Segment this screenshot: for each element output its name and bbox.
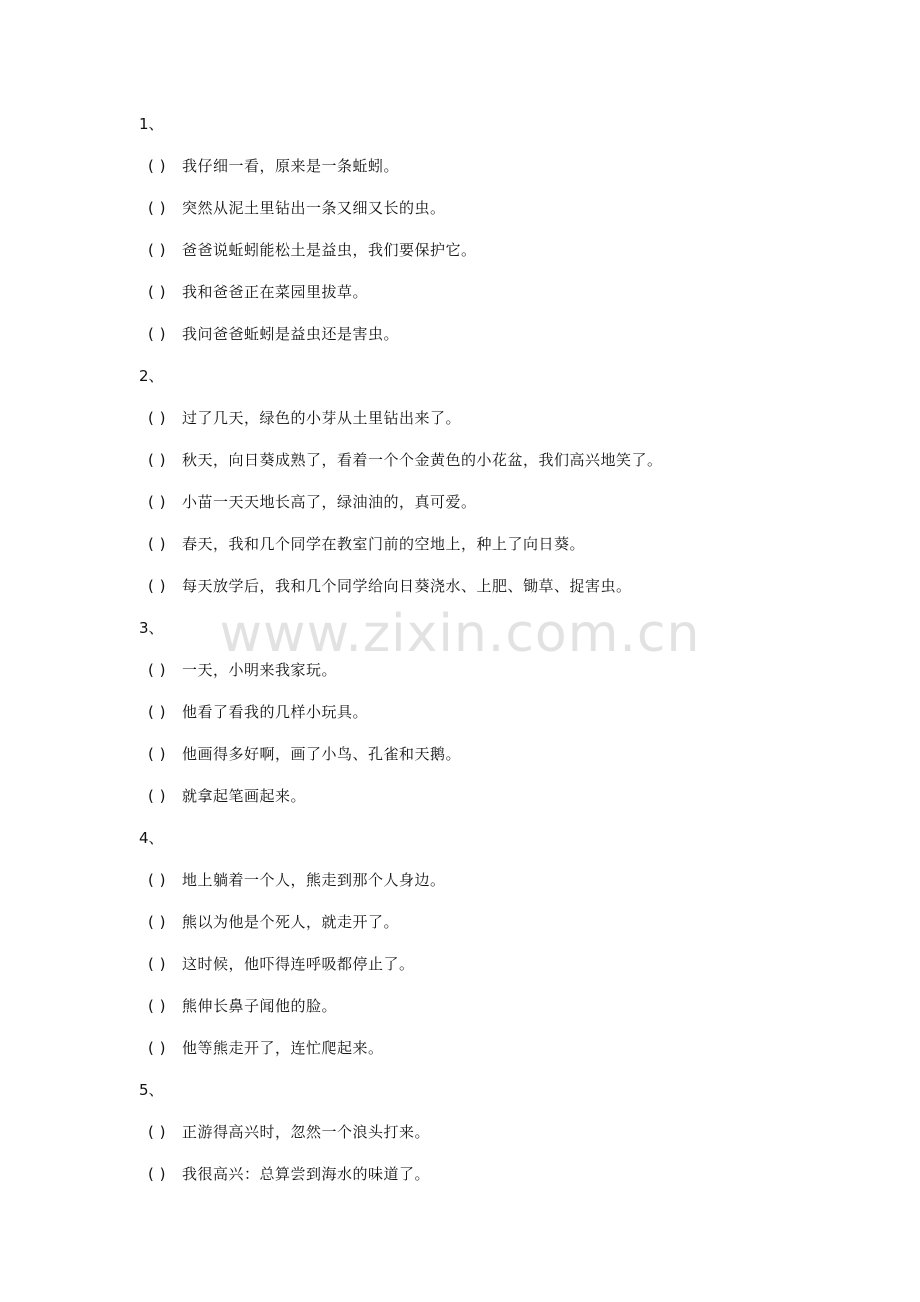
- answer-bracket[interactable]: ( ): [148, 1123, 166, 1141]
- sentence-item: [139, 488, 859, 530]
- answer-bracket[interactable]: ( ): [148, 913, 166, 931]
- answer-bracket[interactable]: ( ): [148, 997, 166, 1015]
- sentence-text: 熊以为他是个死人，就走开了。: [182, 913, 400, 931]
- answer-bracket[interactable]: ( ): [148, 409, 166, 427]
- sentence-item: [139, 446, 859, 488]
- sentence-item: [139, 1118, 859, 1160]
- answer-bracket[interactable]: ( ): [148, 157, 166, 175]
- sentence-text: 他等熊走开了，连忙爬起来。: [182, 1039, 384, 1057]
- sentence-text: 这时候，他吓得连呼吸都停止了。: [182, 955, 415, 973]
- sentence-text: 他画得多好啊，画了小鸟、孔雀和天鹅。: [182, 745, 462, 763]
- answer-bracket[interactable]: ( ): [148, 703, 166, 721]
- sentence-text: 地上躺着一个人，熊走到那个人身边。: [182, 871, 446, 889]
- sentence-text: 熊伸长鼻子闻他的脸。: [182, 997, 338, 1015]
- answer-bracket[interactable]: ( ): [148, 577, 166, 595]
- sentence-item: [139, 740, 859, 782]
- sentence-text: 我问爸爸蚯蚓是益虫还是害虫。: [182, 325, 400, 343]
- answer-bracket[interactable]: ( ): [148, 241, 166, 259]
- sentence-item: [139, 908, 859, 950]
- sentence-text: 一天，小明来我家玩。: [182, 661, 338, 679]
- answer-bracket[interactable]: ( ): [148, 787, 166, 805]
- sentence-text: 我和爸爸正在菜园里拔草。: [182, 283, 369, 301]
- sentence-item: [139, 866, 859, 908]
- sentence-item: [139, 320, 859, 362]
- sentence-text: 春天，我和几个同学在教室门前的空地上，种上了向日葵。: [182, 535, 586, 553]
- sentence-text: 小苗一天天地长高了，绿油油的，真可爱。: [182, 493, 477, 511]
- sentence-text: 正游得高兴时，忽然一个浪头打来。: [182, 1123, 431, 1141]
- answer-bracket[interactable]: ( ): [148, 745, 166, 763]
- answer-bracket[interactable]: ( ): [148, 955, 166, 973]
- group-number: 5、: [139, 1081, 164, 1099]
- sentence-item: [139, 698, 859, 740]
- sentence-item: [139, 278, 859, 320]
- answer-bracket[interactable]: ( ): [148, 283, 166, 301]
- sentence-text: 他看了看我的几样小玩具。: [182, 703, 369, 721]
- sentence-item: [139, 152, 859, 194]
- group-number: 1、: [139, 115, 164, 133]
- sentence-item: [139, 950, 859, 992]
- sentence-text: 爸爸说蚯蚓能松土是益虫，我们要保护它。: [182, 241, 477, 259]
- group-number: 3、: [139, 619, 164, 637]
- sentence-item: [139, 1034, 859, 1076]
- sentence-text: 我很高兴：总算尝到海水的味道了。: [182, 1165, 431, 1183]
- group-number: 2、: [139, 367, 164, 385]
- answer-bracket[interactable]: ( ): [148, 871, 166, 889]
- sentence-item: [139, 530, 859, 572]
- watermark: www.zixin.com.cn: [219, 604, 701, 664]
- sentence-item: [139, 404, 859, 446]
- answer-bracket[interactable]: ( ): [148, 535, 166, 553]
- sentence-item: [139, 1160, 859, 1202]
- sentence-text: 突然从泥土里钻出一条又细又长的虫。: [182, 199, 446, 217]
- answer-bracket[interactable]: ( ): [148, 493, 166, 511]
- sentence-text: 每天放学后，我和几个同学给向日葵浇水、上肥、锄草、捉害虫。: [182, 577, 632, 595]
- answer-bracket[interactable]: ( ): [148, 325, 166, 343]
- sentence-text: 我仔细一看，原来是一条蚯蚓。: [182, 157, 400, 175]
- answer-bracket[interactable]: ( ): [148, 1039, 166, 1057]
- sentence-item: [139, 236, 859, 278]
- answer-bracket[interactable]: ( ): [148, 199, 166, 217]
- sentence-text: 就拿起笔画起来。: [182, 787, 307, 805]
- answer-bracket[interactable]: ( ): [148, 661, 166, 679]
- answer-bracket[interactable]: ( ): [148, 451, 166, 469]
- answer-bracket[interactable]: ( ): [148, 1165, 166, 1183]
- sentence-text: 过了几天，绿色的小芽从土里钻出来了。: [182, 409, 462, 427]
- sentence-text: 秋天，向日葵成熟了，看着一个个金黄色的小花盆，我们高兴地笑了。: [182, 451, 663, 469]
- group-number: 4、: [139, 829, 164, 847]
- sentence-item: [139, 194, 859, 236]
- sentence-item: [139, 782, 859, 824]
- sentence-item: [139, 992, 859, 1034]
